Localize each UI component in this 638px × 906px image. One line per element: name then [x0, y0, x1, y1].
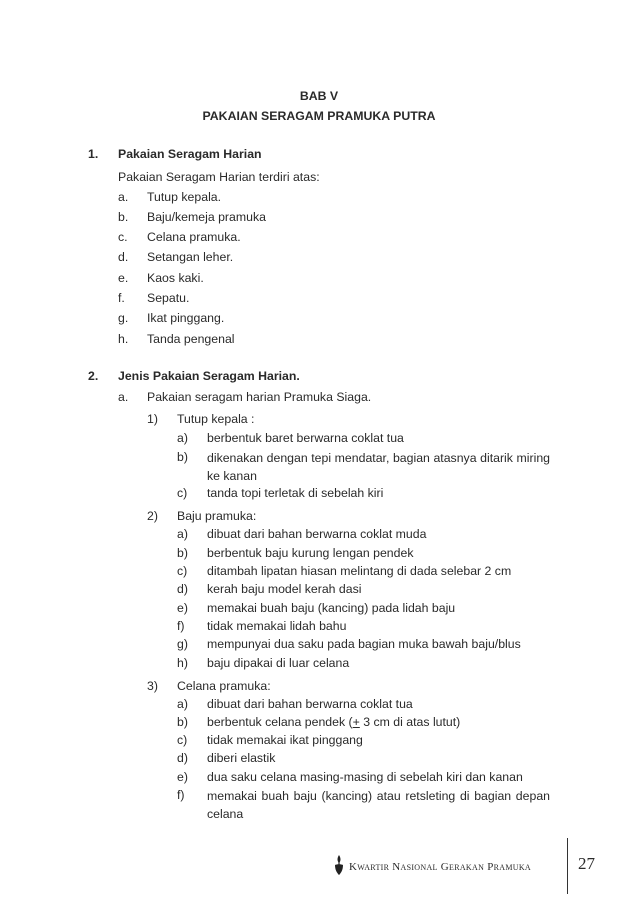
list-item-label: c): [177, 486, 188, 500]
chapter-heading: BAB V: [299, 89, 339, 103]
plus-minus-symbol: +: [352, 715, 360, 729]
list-item-text: diberi elastik: [207, 751, 276, 765]
list-item-label: h.: [118, 332, 129, 346]
list-item-text: Baju/kemeja pramuka: [147, 210, 266, 224]
chapter-title: PAKAIAN SERAGAM PRAMUKA PUTRA: [202, 109, 436, 123]
list-item-text: ditambah lipatan hiasan melintang di dada selebar 2 cm: [207, 564, 512, 578]
text-part: berbentuk celana pendek (: [207, 715, 353, 729]
list-item-label: e.: [118, 271, 129, 285]
list-item-text: dikenakan dengan tepi mendatar, bagian atasnya ditarik miring ke kanan: [207, 451, 550, 483]
group-title: Celana pramuka:: [177, 679, 271, 693]
group-title: Baju pramuka:: [177, 509, 257, 523]
section-1-number: 1.: [88, 147, 99, 161]
list-item-label: d): [177, 751, 188, 765]
list-item-text: Kaos kaki.: [147, 271, 204, 285]
list-item-label: a): [177, 431, 188, 445]
subsection-text: Pakaian seragam harian Pramuka Siaga.: [147, 390, 372, 404]
list-item-text: tidak memakai lidah bahu: [207, 619, 347, 633]
list-item-label: h): [177, 656, 188, 670]
list-item-label: d.: [118, 250, 129, 264]
section-2-number: 2.: [88, 369, 99, 383]
page-number: 27: [578, 854, 595, 873]
scout-logo-icon: [332, 854, 346, 876]
list-item-label: e): [177, 601, 188, 615]
list-item-label: a.: [118, 190, 129, 204]
list-item-text: dibuat dari bahan berwarna coklat muda: [207, 527, 427, 541]
footer-divider: [567, 838, 568, 894]
section-2-title: Jenis Pakaian Seragam Harian.: [118, 369, 300, 383]
list-item-text: memakai buah baju (kancing) atau retsleting di bagian depan celana: [207, 789, 550, 821]
list-item-text: Sepatu.: [147, 291, 190, 305]
list-item-text: Tanda pengenal: [147, 332, 235, 346]
list-item-text: dua saku celana masing-masing di sebelah kiri dan kanan: [207, 770, 523, 784]
group-number: 3): [147, 679, 158, 693]
list-item-label: g): [177, 637, 188, 651]
subsection-label: a.: [118, 390, 129, 404]
section-1-intro: Pakaian Seragam Harian terdiri atas:: [118, 170, 320, 184]
group-title: Tutup kepala :: [177, 412, 255, 426]
section-1-title: Pakaian Seragam Harian: [118, 147, 262, 161]
list-item-label: g.: [118, 311, 129, 325]
list-item-text: kerah baju model kerah dasi: [207, 582, 362, 596]
group-number: 2): [147, 509, 158, 523]
list-item-text: dibuat dari bahan berwarna coklat tua: [207, 697, 413, 711]
list-item-text: Setangan leher.: [147, 250, 234, 264]
list-item-label: b): [177, 546, 188, 560]
list-item-label: a): [177, 527, 188, 541]
list-item-text: mempunyai dua saku pada bagian muka bawah baju/blus: [207, 637, 521, 651]
list-item-text: tidak memakai ikat pinggang: [207, 733, 363, 747]
list-item-text: Celana pramuka.: [147, 230, 241, 244]
list-item-label: f.: [118, 291, 125, 305]
text-part: 3 cm di atas lutut): [359, 715, 461, 729]
list-item-label: b): [177, 715, 188, 729]
list-item-text: tanda topi terletak di sebelah kiri: [207, 486, 384, 500]
list-item-label: c): [177, 733, 188, 747]
list-item-label: c.: [118, 230, 128, 244]
list-item-text: Ikat pinggang.: [147, 311, 225, 325]
list-item-text: memakai buah baju (kancing) pada lidah baju: [207, 601, 456, 615]
list-item-label: b): [177, 450, 188, 464]
list-item-label: c): [177, 564, 188, 578]
group-number: 1): [147, 412, 158, 426]
list-item-text: Tutup kepala.: [147, 190, 222, 204]
publisher-name: Kwartir Nasional Gerakan Pramuka: [349, 861, 531, 873]
list-item-text: baju dipakai di luar celana: [207, 656, 350, 670]
list-item-label: e): [177, 770, 188, 784]
list-item-label: b.: [118, 210, 129, 224]
list-item-label: f): [177, 788, 185, 802]
list-item-label: a): [177, 697, 188, 711]
list-item-label: f): [177, 619, 185, 633]
list-item-text: berbentuk baju kurung lengan pendek: [207, 546, 414, 560]
list-item-label: d): [177, 582, 188, 596]
list-item-text: [207, 714, 460, 730]
list-item-text: berbentuk baret berwarna coklat tua: [207, 431, 404, 445]
